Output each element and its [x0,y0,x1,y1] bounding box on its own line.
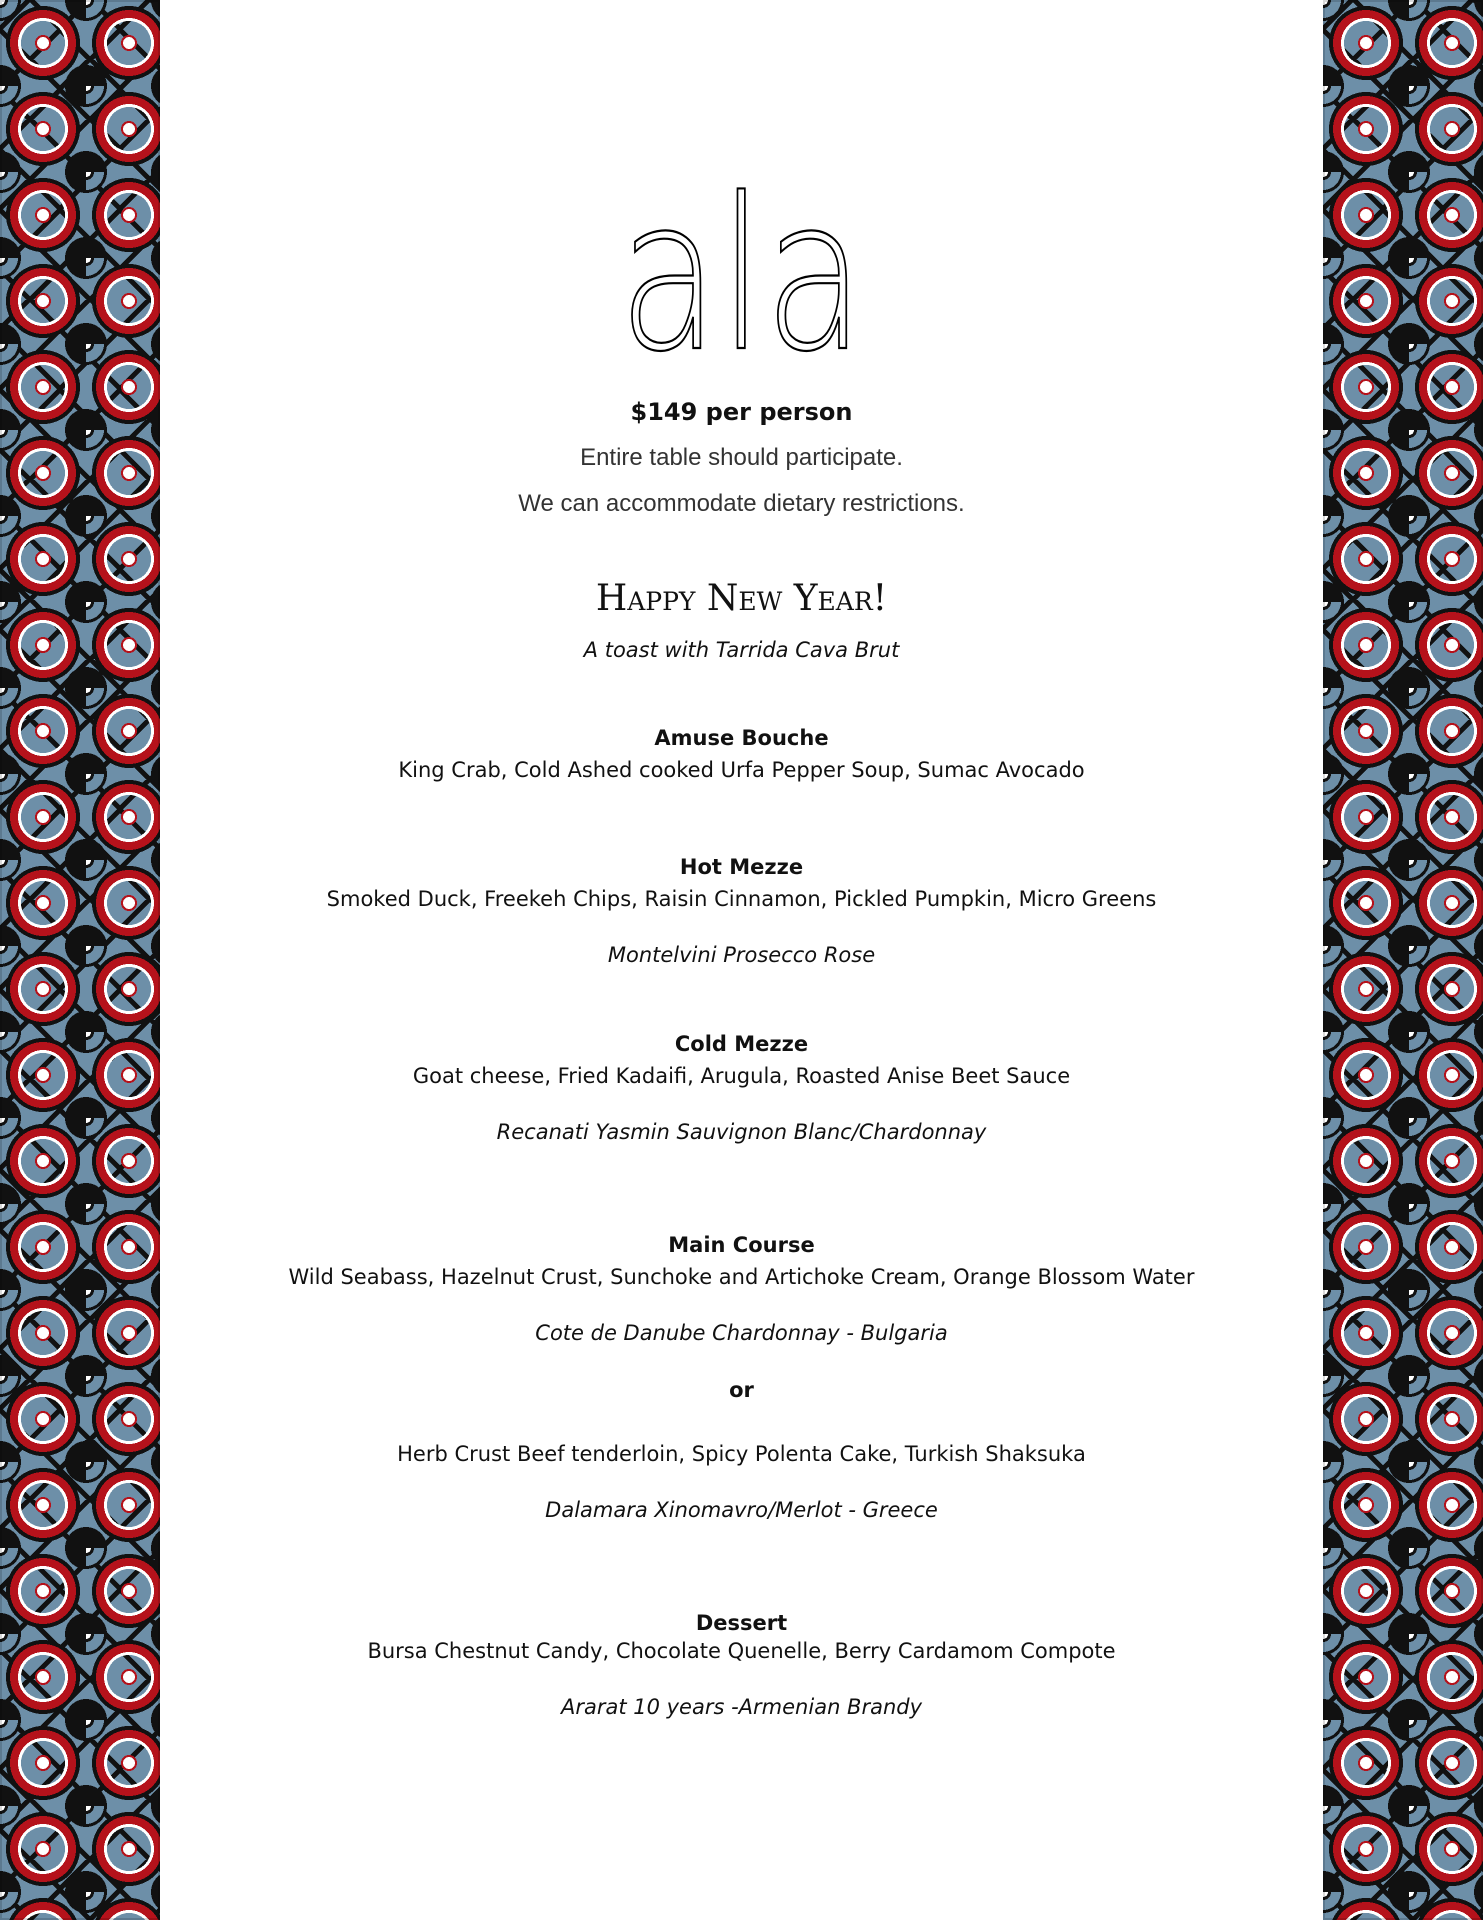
decorative-tile-border-left [0,0,160,1920]
main-course-dish-1: Wild Seabass, Hazelnut Crust, Sunchoke and Artichoke Cream, Orange Blossom Water [288,1265,1195,1289]
participation-note: Entire table should participate. [580,444,903,471]
cold-mezze-title: Cold Mezze [674,1032,809,1056]
hot-mezze-dish: Smoked Duck, Freekeh Chips, Raisin Cinnamon, Pickled Pumpkin, Micro Greens [326,887,1157,911]
logo-glyphs [618,153,865,399]
restaurant-logo [160,153,1323,399]
main-course-or: or [729,1378,754,1402]
toast-wine: A toast with Tarrida Cava Brut [583,638,900,662]
dessert-dish: Bursa Chestnut Candy, Chocolate Quenelle, Berry Cardamom Compote [367,1639,1116,1663]
dietary-note: We can accommodate dietary restrictions. [518,490,965,517]
main-course-wine-2: Dalamara Xinomavro/Merlot - Greece [545,1498,938,1522]
hot-mezze-wine: Montelvini Prosecco Rose [607,943,876,967]
amuse-bouche-dish: King Crab, Cold Ashed cooked Urfa Pepper Soup, Sumac Avocado [398,758,1085,782]
dessert-title: Dessert [695,1611,788,1635]
main-course-dish-2: Herb Crust Beef tenderloin, Spicy Polenta Cake, Turkish Shaksuka [397,1442,1086,1466]
decorative-tile-border-right [1323,0,1483,1920]
hot-mezze-title: Hot Mezze [679,855,804,879]
logo-text: ala [618,153,865,399]
greeting-title: Happy New Year! [595,578,888,619]
main-course-title: Main Course [668,1233,815,1257]
menu-content [160,0,1323,1920]
amuse-bouche-title: Amuse Bouche [654,726,829,750]
cold-mezze-dish: Goat cheese, Fried Kadaifi, Arugula, Roasted Anise Beet Sauce [412,1064,1071,1088]
main-course-wine-1: Cote de Danube Chardonnay - Bulgaria [535,1321,948,1345]
dessert-wine: Ararat 10 years -Armenian Brandy [560,1695,923,1719]
price: $149 per person [630,398,853,426]
cold-mezze-wine: Recanati Yasmin Sauvignon Blanc/Chardonnay [496,1120,987,1144]
